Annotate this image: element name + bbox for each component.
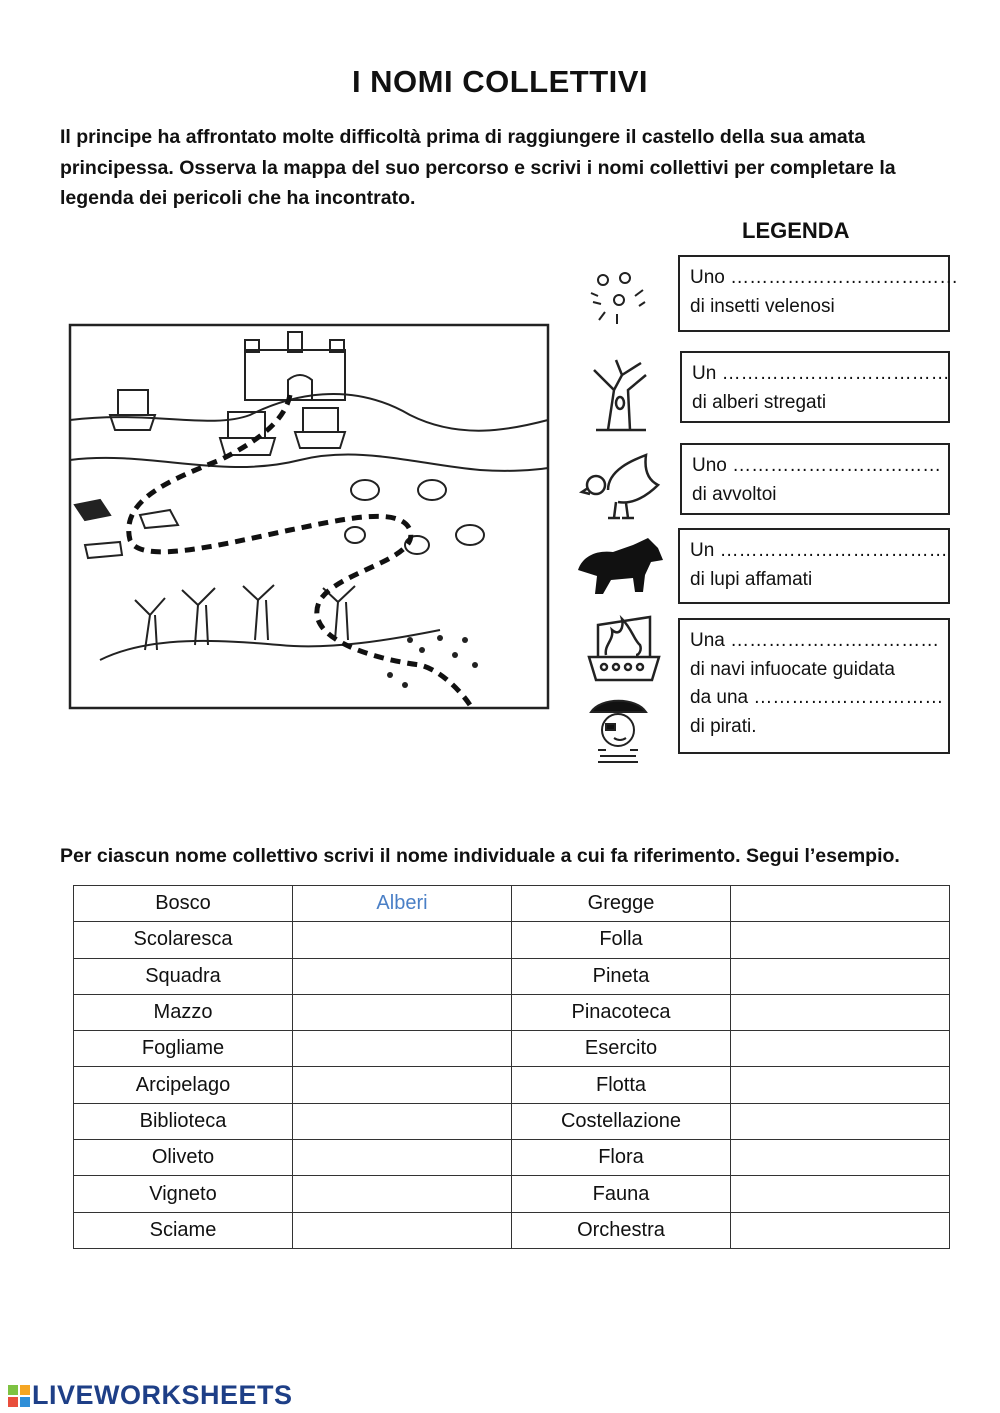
- answer-cell[interactable]: [293, 1140, 512, 1176]
- answer-cell[interactable]: [293, 1067, 512, 1103]
- answer-cell[interactable]: [731, 1031, 950, 1067]
- legend-line: Uno ……………………………: [692, 455, 942, 476]
- table-row: [74, 1031, 950, 1067]
- answer-cell[interactable]: [293, 1176, 512, 1212]
- logo-text: LIVEWORKSHEETS: [32, 1380, 293, 1410]
- answer-cell[interactable]: [293, 994, 512, 1030]
- insects-icon: [583, 268, 653, 330]
- legend-line: di insetti velenosi: [690, 295, 835, 317]
- collective-noun-cell: Pineta: [512, 958, 731, 994]
- collective-noun-cell: Folla: [512, 922, 731, 958]
- collective-noun-cell: Squadra: [74, 958, 293, 994]
- collective-noun-cell: Flora: [512, 1140, 731, 1176]
- legend-box-wolves: [678, 528, 950, 604]
- collective-noun-cell: Mazzo: [74, 994, 293, 1030]
- answer-cell[interactable]: [731, 958, 950, 994]
- table-row: [74, 1212, 950, 1248]
- intro-paragraph: Il principe ha affrontato molte difficoltà prima di raggiungere il castello della sua amata principessa. Osserva la mappa del suo percorso e scrivi i nomi collettivi per completare la legenda dei pericoli che ha incontrato.: [60, 126, 896, 209]
- collective-noun-cell: Fogliame: [74, 1031, 293, 1067]
- treasure-map-illustration: [60, 320, 555, 720]
- collective-noun-cell: Arcipelago: [74, 1067, 293, 1103]
- legend-line: di pirati.: [690, 715, 757, 737]
- legend-line: Un ………………………………: [692, 363, 950, 384]
- answer-cell[interactable]: [731, 922, 950, 958]
- legend-line: Uno ………………………………: [690, 267, 959, 288]
- answer-cell[interactable]: [731, 886, 950, 922]
- wolf-icon: [573, 530, 668, 598]
- answer-cell[interactable]: [731, 1140, 950, 1176]
- legend-box-vultures: [680, 443, 950, 515]
- collective-noun-cell: Fauna: [512, 1176, 731, 1212]
- legend-box-ships: [678, 618, 950, 754]
- table-row: [74, 922, 950, 958]
- answer-cell[interactable]: [293, 1212, 512, 1248]
- table-row: [74, 1067, 950, 1103]
- answer-cell[interactable]: [293, 1103, 512, 1139]
- answer-cell[interactable]: [293, 958, 512, 994]
- answer-cell[interactable]: Alberi: [293, 886, 512, 922]
- table-row: [74, 994, 950, 1030]
- answer-cell[interactable]: [293, 922, 512, 958]
- collective-noun-cell: Sciame: [74, 1212, 293, 1248]
- legend-box-insects: [678, 255, 959, 332]
- exercise-instruction: Per ciascun nome collettivo scrivi il nome individuale a cui fa riferimento. Segui l’esempio.: [60, 845, 900, 867]
- legend-line: Una ……………………………: [690, 630, 940, 651]
- collective-noun-cell: Bosco: [74, 886, 293, 922]
- legend-line: di navi infuocate guidata: [690, 658, 895, 680]
- collective-noun-cell: Gregge: [512, 886, 731, 922]
- answer-cell[interactable]: [731, 1067, 950, 1103]
- collective-noun-cell: Scolaresca: [74, 922, 293, 958]
- legend-title: LEGENDA: [742, 218, 850, 243]
- collective-noun-cell: Oliveto: [74, 1140, 293, 1176]
- logo-mark-icon: [8, 1385, 30, 1407]
- legend-line: da una …………………………: [690, 687, 944, 708]
- answer-cell[interactable]: [731, 1176, 950, 1212]
- answer-cell[interactable]: [731, 1212, 950, 1248]
- answer-cell[interactable]: [293, 1031, 512, 1067]
- table-row: [74, 1176, 950, 1212]
- legend-box-trees: [680, 351, 950, 423]
- collective-noun-cell: Orchestra: [512, 1212, 731, 1248]
- answer-cell[interactable]: [731, 1103, 950, 1139]
- pirate-icon: [586, 692, 651, 764]
- collective-noun-cell: Flotta: [512, 1067, 731, 1103]
- table-row: [74, 958, 950, 994]
- table-row: [74, 1140, 950, 1176]
- collective-noun-cell: Esercito: [512, 1031, 731, 1067]
- legend-line: di lupi affamati: [690, 568, 813, 590]
- liveworksheets-logo[interactable]: [8, 1380, 293, 1411]
- collective-noun-cell: Biblioteca: [74, 1103, 293, 1139]
- collective-nouns-table: [73, 885, 950, 1249]
- collective-noun-cell: Pinacoteca: [512, 994, 731, 1030]
- page-title: I NOMI COLLETTIVI: [351, 64, 649, 99]
- legend-line: di avvoltoi: [692, 483, 777, 505]
- table-row: [74, 1103, 950, 1139]
- answer-cell[interactable]: [731, 994, 950, 1030]
- collective-noun-cell: Vigneto: [74, 1176, 293, 1212]
- haunted-tree-icon: [586, 355, 656, 433]
- legend-line: di alberi stregati: [692, 391, 827, 413]
- collective-noun-cell: Costellazione: [512, 1103, 731, 1139]
- vulture-icon: [578, 450, 663, 525]
- legend-line: Un ………………………………: [690, 540, 948, 561]
- fire-ship-icon: [584, 605, 664, 685]
- table-row: [74, 886, 950, 922]
